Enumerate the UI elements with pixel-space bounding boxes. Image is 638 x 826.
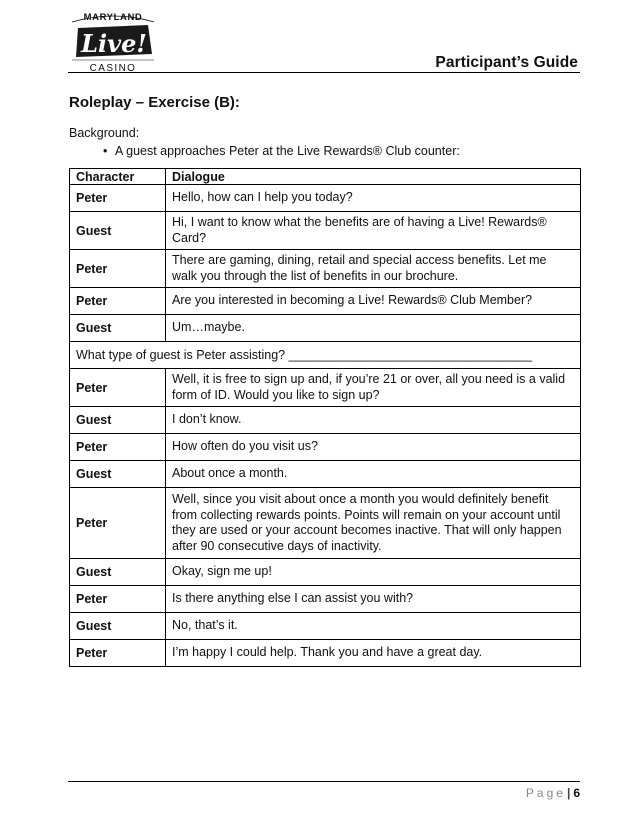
question-row — [70, 342, 581, 369]
page-number-value: 6 — [573, 786, 580, 800]
character-cell: Peter — [70, 250, 166, 288]
character-cell: Peter — [70, 488, 166, 559]
character-cell: Peter — [70, 185, 166, 212]
dialogue-cell: I don’t know. — [166, 407, 581, 434]
dialogue-cell: I’m happy I could help. Thank you and have a great day. — [166, 640, 581, 667]
table-row — [70, 407, 581, 434]
table-row — [70, 212, 581, 250]
table-row — [70, 434, 581, 461]
guide-title: Participant’s Guide — [435, 54, 578, 71]
character-cell: Guest — [70, 407, 166, 434]
table-row — [70, 559, 581, 586]
footer-divider — [68, 781, 580, 782]
table-row — [70, 185, 581, 212]
character-cell: Guest — [70, 461, 166, 488]
character-cell: Peter — [70, 434, 166, 461]
character-cell: Guest — [70, 613, 166, 640]
table-row — [70, 315, 581, 342]
page-header — [68, 8, 580, 74]
background-label: Background: — [69, 126, 140, 140]
page-number — [526, 786, 580, 800]
dialogue-cell: About once a month. — [166, 461, 581, 488]
logo-main-text: Live! — [81, 29, 147, 58]
dialogue-cell: There are gaming, dining, retail and special access benefits. Let me walk you through the list of benefits in our brochure. — [166, 250, 581, 288]
table-row — [70, 586, 581, 613]
table-row — [70, 369, 581, 407]
page-label: Page — [525, 786, 566, 800]
character-cell: Peter — [70, 640, 166, 667]
column-header-character: Character — [70, 169, 166, 185]
column-header-dialogue: Dialogue — [166, 169, 581, 185]
dialogue-table — [69, 168, 581, 667]
dialogue-cell: Well, it is free to sign up and, if you’re 21 or over, all you need is a valid form of ID. Would you like to sign up? — [166, 369, 581, 407]
table-header-row — [70, 169, 581, 185]
logo-top-text: MARYLAND — [83, 12, 143, 23]
bullet-icon: • — [103, 144, 108, 158]
character-cell: Guest — [70, 559, 166, 586]
character-cell: Guest — [70, 315, 166, 342]
table-row — [70, 250, 581, 288]
dialogue-cell: How often do you visit us? — [166, 434, 581, 461]
dialogue-cell: Hi, I want to know what the benefits are of having a Live! Rewards® Card? — [166, 212, 581, 250]
table-row — [70, 640, 581, 667]
table-row — [70, 288, 581, 315]
dialogue-cell: Well, since you visit about once a month you would definitely benefit from collecting rewards points. Points will remain on your account until they are used or your account becomes inactive. That will only happen after 90 consecutive days of inactivity. — [166, 488, 581, 559]
dialogue-cell: Is there anything else I can assist you with? — [166, 586, 581, 613]
dialogue-cell: Okay, sign me up! — [166, 559, 581, 586]
page-separator: | — [566, 786, 571, 800]
dialogue-cell: Are you interested in becoming a Live! Rewards® Club Member? — [166, 288, 581, 315]
character-cell: Peter — [70, 586, 166, 613]
dialogue-cell: No, that’s it. — [166, 613, 581, 640]
character-cell: Guest — [70, 212, 166, 250]
logo-bottom-text: CASINO — [89, 63, 137, 74]
header-divider — [68, 72, 580, 73]
question-cell: What type of guest is Peter assisting? ___________________________________ — [70, 342, 581, 369]
table-row — [70, 488, 581, 559]
bullet-text: A guest approaches Peter at the Live Rewards® Club counter: — [115, 144, 460, 158]
dialogue-cell: Hello, how can I help you today? — [166, 185, 581, 212]
maryland-live-casino-logo — [68, 8, 158, 74]
table-row — [70, 461, 581, 488]
background-bullet — [103, 144, 460, 158]
table-row — [70, 613, 581, 640]
exercise-title: Roleplay – Exercise (B): — [69, 94, 240, 111]
character-cell: Peter — [70, 369, 166, 407]
dialogue-cell: Um…maybe. — [166, 315, 581, 342]
character-cell: Peter — [70, 288, 166, 315]
